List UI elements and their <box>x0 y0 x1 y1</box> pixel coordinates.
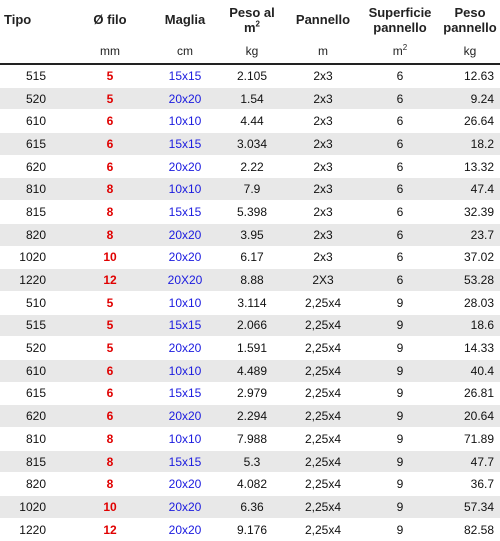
table-row <box>0 64 500 87</box>
cell-pannello: 2,25x4 <box>286 405 360 428</box>
cell-tipo: 515 <box>0 64 68 87</box>
cell-superficie: 9 <box>360 337 440 360</box>
header-peso-pannello-line2: pannello <box>443 19 497 35</box>
cell-peso-m2: 7.9 <box>218 178 286 201</box>
cell-maglia: 15x15 <box>152 450 218 473</box>
cell-maglia: 20x20 <box>152 246 218 269</box>
cell-pannello: 2x3 <box>286 155 360 178</box>
table-row <box>0 314 500 337</box>
cell-tipo: 810 <box>0 428 68 451</box>
cell-superficie: 6 <box>360 223 440 246</box>
header-peso-m2-line2: m <box>243 19 256 35</box>
cell-pannello: 2,25x4 <box>286 337 360 360</box>
cell-superficie: 6 <box>360 178 440 201</box>
cell-filo: 12 <box>68 518 152 541</box>
cell-superficie: 9 <box>360 291 440 314</box>
cell-pannello: 2x3 <box>286 87 360 110</box>
cell-maglia: 10x10 <box>152 178 218 201</box>
cell-maglia: 20x20 <box>152 473 218 496</box>
header-filo: Ø filo <box>93 12 127 27</box>
cell-peso-m2: 1.591 <box>218 337 286 360</box>
table-row <box>0 473 500 496</box>
cell-filo: 5 <box>68 314 152 337</box>
cell-tipo: 520 <box>0 337 68 360</box>
cell-peso-m2: 2.105 <box>218 64 286 87</box>
cell-tipo: 615 <box>0 382 68 405</box>
header-peso-pannello-line1: Peso <box>454 4 486 20</box>
cell-tipo: 620 <box>0 155 68 178</box>
header-pannello: Pannello <box>295 12 351 27</box>
cell-peso-pannello: 26.64 <box>440 110 500 133</box>
cell-pannello: 2,25x4 <box>286 382 360 405</box>
cell-peso-pannello: 28.03 <box>440 291 500 314</box>
cell-peso-m2: 5.398 <box>218 201 286 224</box>
cell-filo: 5 <box>68 291 152 314</box>
cell-peso-pannello: 82.58 <box>440 518 500 541</box>
cell-filo: 10 <box>68 246 152 269</box>
cell-filo: 8 <box>68 450 152 473</box>
cell-peso-pannello: 53.28 <box>440 269 500 292</box>
cell-superficie: 9 <box>360 496 440 519</box>
table-row <box>0 201 500 224</box>
cell-peso-m2: 3.114 <box>218 291 286 314</box>
cell-tipo: 610 <box>0 359 68 382</box>
table-header <box>0 0 500 64</box>
cell-superficie: 6 <box>360 246 440 269</box>
cell-maglia: 15x15 <box>152 314 218 337</box>
cell-peso-m2: 7.988 <box>218 428 286 451</box>
cell-maglia: 20x20 <box>152 518 218 541</box>
cell-filo: 8 <box>68 428 152 451</box>
unit-superficie-sup: 2 <box>402 43 408 52</box>
cell-filo: 6 <box>68 155 152 178</box>
cell-filo: 5 <box>68 337 152 360</box>
table-row <box>0 87 500 110</box>
cell-pannello: 2x3 <box>286 246 360 269</box>
cell-peso-pannello: 57.34 <box>440 496 500 519</box>
cell-pannello: 2x3 <box>286 133 360 156</box>
cell-peso-pannello: 14.33 <box>440 337 500 360</box>
cell-superficie: 9 <box>360 314 440 337</box>
cell-superficie: 9 <box>360 518 440 541</box>
cell-peso-m2: 1.54 <box>218 87 286 110</box>
table-row <box>0 155 500 178</box>
cell-tipo: 1020 <box>0 496 68 519</box>
cell-tipo: 815 <box>0 450 68 473</box>
cell-peso-pannello: 32.39 <box>440 201 500 224</box>
cell-pannello: 2,25x4 <box>286 314 360 337</box>
units-row <box>0 39 500 64</box>
cell-pannello: 2x3 <box>286 201 360 224</box>
cell-tipo: 510 <box>0 291 68 314</box>
cell-tipo: 610 <box>0 110 68 133</box>
table-row <box>0 269 500 292</box>
cell-filo: 6 <box>68 382 152 405</box>
cell-peso-pannello: 13.32 <box>440 155 500 178</box>
cell-maglia: 15x15 <box>152 382 218 405</box>
cell-peso-pannello: 9.24 <box>440 87 500 110</box>
cell-superficie: 9 <box>360 359 440 382</box>
cell-peso-pannello: 23.7 <box>440 223 500 246</box>
unit-tipo <box>0 39 68 64</box>
table-row <box>0 359 500 382</box>
cell-filo: 10 <box>68 496 152 519</box>
table-row <box>0 133 500 156</box>
cell-tipo: 615 <box>0 133 68 156</box>
cell-maglia: 20x20 <box>152 496 218 519</box>
cell-tipo: 1220 <box>0 518 68 541</box>
cell-pannello: 2x3 <box>286 110 360 133</box>
header-row <box>0 0 500 39</box>
cell-tipo: 810 <box>0 178 68 201</box>
cell-peso-m2: 3.95 <box>218 223 286 246</box>
cell-pannello: 2,25x4 <box>286 473 360 496</box>
cell-tipo: 1020 <box>0 246 68 269</box>
cell-maglia: 20x20 <box>152 87 218 110</box>
cell-filo: 5 <box>68 87 152 110</box>
table-body <box>0 64 500 541</box>
cell-pannello: 2,25x4 <box>286 496 360 519</box>
unit-superficie <box>360 39 440 64</box>
header-peso-pannello <box>440 0 500 39</box>
cell-peso-m2: 2.066 <box>218 314 286 337</box>
table-row <box>0 110 500 133</box>
cell-tipo: 820 <box>0 223 68 246</box>
cell-maglia: 20X20 <box>152 269 218 292</box>
table-row <box>0 450 500 473</box>
cell-peso-m2: 4.489 <box>218 359 286 382</box>
cell-tipo: 520 <box>0 87 68 110</box>
cell-filo: 6 <box>68 359 152 382</box>
unit-pannello: m <box>286 39 360 64</box>
cell-peso-pannello: 37.02 <box>440 246 500 269</box>
cell-maglia: 15x15 <box>152 133 218 156</box>
cell-peso-pannello: 71.89 <box>440 428 500 451</box>
cell-superficie: 6 <box>360 110 440 133</box>
header-peso-m2 <box>218 0 286 39</box>
cell-filo: 8 <box>68 473 152 496</box>
cell-maglia: 10x10 <box>152 428 218 451</box>
table-row <box>0 223 500 246</box>
cell-peso-pannello: 36.7 <box>440 473 500 496</box>
cell-filo: 5 <box>68 64 152 87</box>
cell-pannello: 2,25x4 <box>286 518 360 541</box>
cell-peso-pannello: 20.64 <box>440 405 500 428</box>
cell-pannello: 2x3 <box>286 223 360 246</box>
unit-maglia: cm <box>152 39 218 64</box>
cell-filo: 6 <box>68 405 152 428</box>
cell-peso-m2: 4.082 <box>218 473 286 496</box>
cell-maglia: 10x10 <box>152 291 218 314</box>
cell-superficie: 9 <box>360 473 440 496</box>
header-peso-m2-sup: 2 <box>255 19 260 29</box>
table-row <box>0 337 500 360</box>
cell-peso-pannello: 18.2 <box>440 133 500 156</box>
cell-maglia: 20x20 <box>152 155 218 178</box>
cell-superficie: 9 <box>360 405 440 428</box>
cell-peso-pannello: 40.4 <box>440 359 500 382</box>
cell-superficie: 9 <box>360 428 440 451</box>
cell-maglia: 15x15 <box>152 201 218 224</box>
header-superficie-line1: Superficie <box>368 4 432 20</box>
header-maglia: Maglia <box>164 12 206 27</box>
cell-superficie: 6 <box>360 87 440 110</box>
cell-peso-pannello: 18.6 <box>440 314 500 337</box>
table-row <box>0 428 500 451</box>
cell-maglia: 20x20 <box>152 337 218 360</box>
cell-maglia: 20x20 <box>152 223 218 246</box>
cell-peso-m2: 6.36 <box>218 496 286 519</box>
cell-superficie: 6 <box>360 64 440 87</box>
cell-tipo: 1220 <box>0 269 68 292</box>
cell-superficie: 6 <box>360 269 440 292</box>
cell-peso-m2: 5.3 <box>218 450 286 473</box>
cell-peso-pannello: 47.4 <box>440 178 500 201</box>
cell-superficie: 6 <box>360 201 440 224</box>
cell-peso-pannello: 12.63 <box>440 64 500 87</box>
cell-superficie: 9 <box>360 382 440 405</box>
table-row <box>0 246 500 269</box>
table-row <box>0 405 500 428</box>
header-tipo: Tipo <box>4 12 32 27</box>
cell-peso-m2: 2.979 <box>218 382 286 405</box>
cell-filo: 6 <box>68 133 152 156</box>
table-row <box>0 496 500 519</box>
cell-pannello: 2X3 <box>286 269 360 292</box>
cell-pannello: 2,25x4 <box>286 291 360 314</box>
cell-maglia: 10x10 <box>152 110 218 133</box>
cell-superficie: 6 <box>360 155 440 178</box>
cell-pannello: 2,25x4 <box>286 428 360 451</box>
unit-superficie-base: m <box>392 44 403 58</box>
cell-filo: 8 <box>68 201 152 224</box>
cell-maglia: 10x10 <box>152 359 218 382</box>
table-row <box>0 518 500 541</box>
cell-pannello: 2x3 <box>286 178 360 201</box>
cell-tipo: 620 <box>0 405 68 428</box>
table-row <box>0 178 500 201</box>
unit-peso-pannello: kg <box>440 39 500 64</box>
cell-pannello: 2x3 <box>286 64 360 87</box>
cell-peso-m2: 6.17 <box>218 246 286 269</box>
cell-peso-m2: 4.44 <box>218 110 286 133</box>
cell-tipo: 515 <box>0 314 68 337</box>
cell-peso-m2: 2.294 <box>218 405 286 428</box>
cell-maglia: 15x15 <box>152 64 218 87</box>
cell-pannello: 2,25x4 <box>286 359 360 382</box>
header-peso-m2-line1: Peso al <box>229 4 275 20</box>
unit-peso-m2: kg <box>218 39 286 64</box>
cell-peso-m2: 9.176 <box>218 518 286 541</box>
cell-superficie: 6 <box>360 133 440 156</box>
cell-peso-m2: 2.22 <box>218 155 286 178</box>
cell-filo: 6 <box>68 110 152 133</box>
cell-tipo: 820 <box>0 473 68 496</box>
cell-filo: 8 <box>68 178 152 201</box>
cell-tipo: 815 <box>0 201 68 224</box>
header-superficie <box>360 0 440 39</box>
table-row <box>0 382 500 405</box>
header-superficie-line2: pannello <box>373 19 427 35</box>
cell-peso-m2: 8.88 <box>218 269 286 292</box>
unit-filo: mm <box>68 39 152 64</box>
cell-filo: 12 <box>68 269 152 292</box>
cell-peso-pannello: 26.81 <box>440 382 500 405</box>
table-row <box>0 291 500 314</box>
cell-maglia: 20x20 <box>152 405 218 428</box>
cell-peso-m2: 3.034 <box>218 133 286 156</box>
cell-superficie: 9 <box>360 450 440 473</box>
cell-peso-pannello: 47.7 <box>440 450 500 473</box>
cell-pannello: 2,25x4 <box>286 450 360 473</box>
cell-filo: 8 <box>68 223 152 246</box>
